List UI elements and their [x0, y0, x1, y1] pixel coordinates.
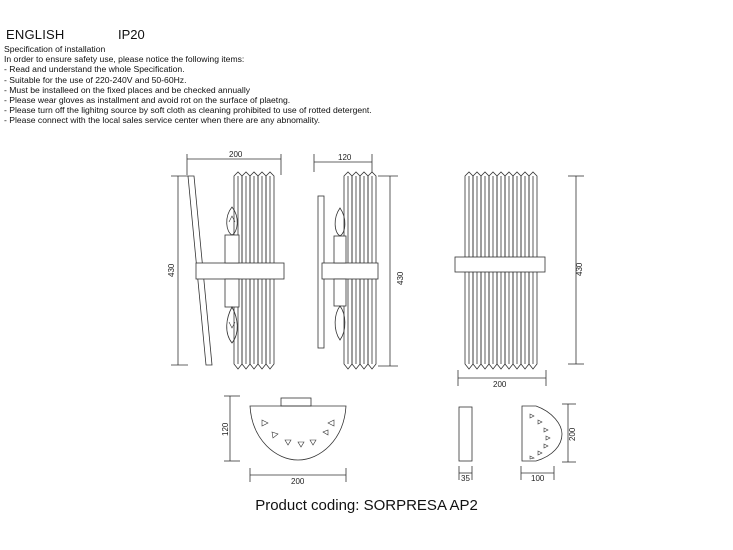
dim-side-depth: 120	[338, 153, 352, 162]
ip-rating: IP20	[118, 27, 145, 42]
dim-plate-side-width: 100	[531, 474, 545, 483]
rear-view-drawing	[455, 172, 584, 389]
dim-front-width: 200	[229, 150, 243, 159]
spec-intro: In order to ensure safety use, please notice the following items:	[4, 54, 245, 65]
side-view-drawing	[314, 153, 405, 369]
spec-item: - Please turn off the lighitng source by soft cloth as cleaning prohibited to use of rotted detergent.	[4, 105, 372, 116]
dim-back-width: 200	[493, 380, 507, 389]
front-view-drawing	[167, 150, 284, 369]
plate-side-drawing	[521, 404, 577, 483]
language-label: ENGLISH	[6, 27, 65, 42]
dim-plate-side-height: 200	[568, 427, 577, 441]
spec-item: - Must be installeed on the fixed places and be checked annually	[4, 84, 251, 95]
wall-plate-drawing	[459, 407, 472, 483]
top-view-drawing	[221, 396, 346, 486]
spec-item: - Please connect with the local sales service center when there are any abnomality.	[4, 115, 321, 126]
dim-front-height: 430	[167, 263, 176, 277]
dim-top-width: 200	[291, 477, 305, 486]
spec-item: - Please wear gloves as installment and avoid rot on the surface of plaetng.	[4, 95, 291, 106]
dim-back-height: 430	[575, 262, 584, 276]
dim-plate-width: 35	[461, 474, 470, 483]
spec-title: Specification of installation	[4, 44, 106, 54]
spec-item: - Suitable for the use of 220-240V and 50-60Hz.	[4, 74, 187, 85]
dim-top-depth: 120	[221, 422, 230, 436]
dim-side-height: 430	[396, 271, 405, 285]
spec-item: - Read and understand the whole Specification.	[4, 64, 185, 75]
product-coding: Product coding: SORPRESA AP2	[255, 497, 478, 514]
